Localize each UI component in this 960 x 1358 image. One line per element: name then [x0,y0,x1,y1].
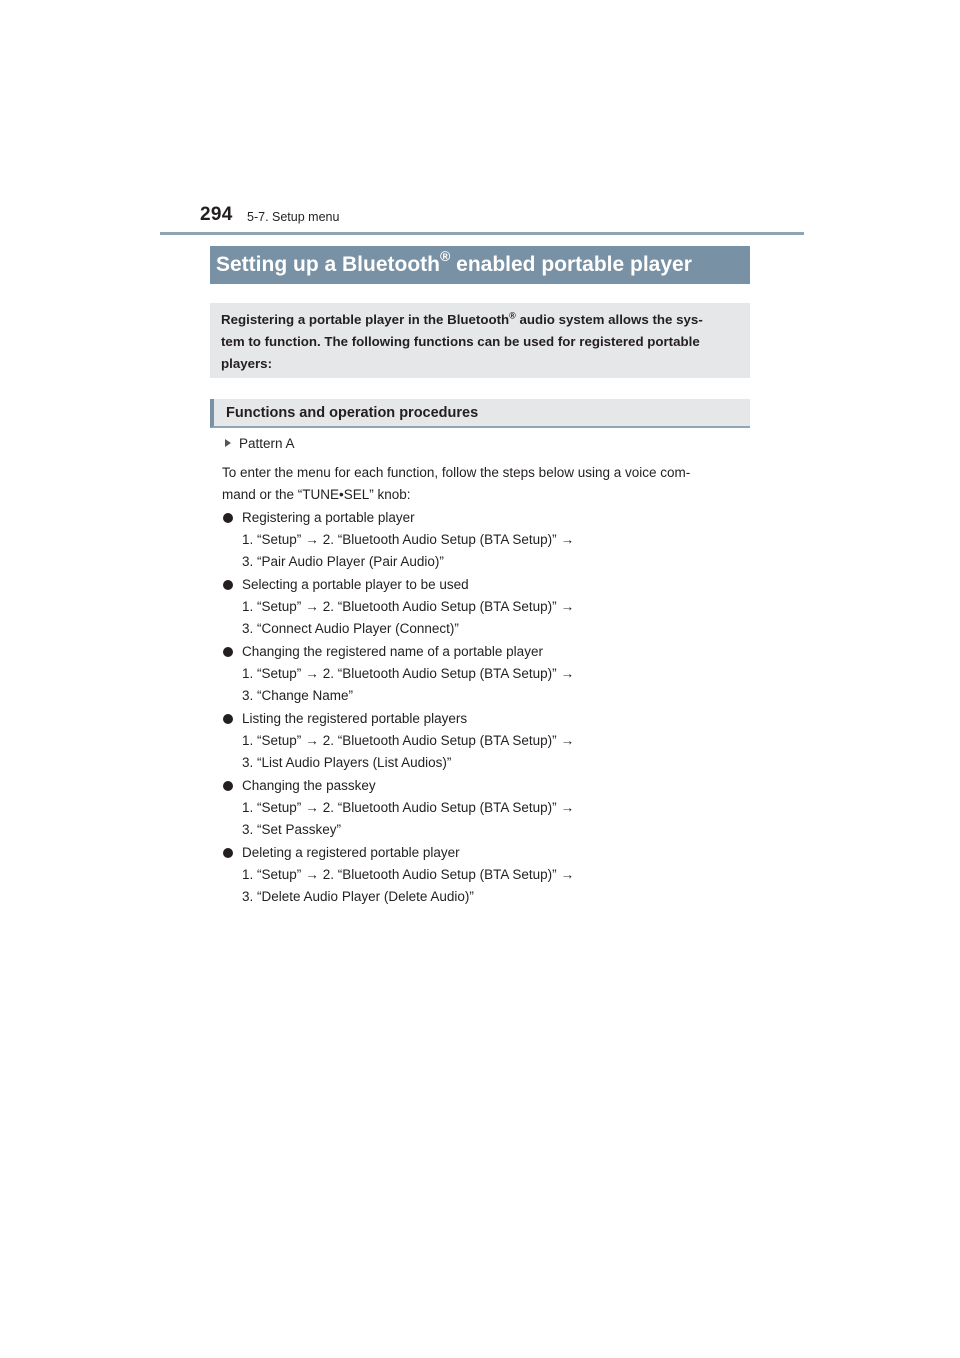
item-steps [242,797,750,819]
list-item [222,842,750,908]
item-title: Registering a portable player [242,510,415,525]
item-step-1: 1. “Setup” [242,800,302,815]
bullet-icon [223,781,233,791]
section-label: 5-7. Setup menu [247,210,340,224]
item-steps [242,596,750,618]
item-steps [242,730,750,752]
item-step-3: 3. “Change Name” [242,688,354,703]
intro-line-3: players: [221,356,272,371]
item-step-3: 3. “Set Passkey” [242,822,342,837]
arrow-right-icon: → [305,733,319,748]
instruction-line-1: To enter the menu for each function, follow the steps below using a voice com- [222,465,691,480]
item-title: Listing the registered portable players [242,711,468,726]
triangle-right-icon [225,439,231,447]
section-subheading: Functions and operation procedures [210,399,750,428]
item-step-2: 2. “Bluetooth Audio Setup (BTA Setup)” [322,867,557,882]
instruction-text [222,462,750,506]
arrow-right-icon: → [305,532,319,547]
arrow-right-icon: → [305,599,319,614]
item-step-2: 2. “Bluetooth Audio Setup (BTA Setup)” [322,733,557,748]
item-step-3: 3. “List Audio Players (List Audios)” [242,755,452,770]
list-item [222,641,750,707]
page-header [200,204,804,234]
item-step-1: 1. “Setup” [242,532,302,547]
bullet-icon [223,714,233,724]
pattern-text: Pattern A [239,436,295,451]
arrow-right-icon: → [560,666,575,681]
bullet-icon [223,848,233,858]
item-step-3: 3. “Delete Audio Player (Delete Audio)” [242,889,474,904]
instruction-line-2: mand or the “TUNE•SEL” knob: [222,487,411,502]
item-step-1: 1. “Setup” [242,733,302,748]
item-title: Changing the passkey [242,778,376,793]
intro-part-2: audio system allows the sys- [515,312,703,327]
arrow-right-icon: → [560,867,575,882]
item-step-1: 1. “Setup” [242,599,302,614]
item-step-2: 2. “Bluetooth Audio Setup (BTA Setup)” [322,800,557,815]
header-rule [160,232,804,235]
list-item [222,775,750,841]
intro-line-2: tem to function. The following functions can be used for registered portable [221,334,700,349]
intro-line-1 [221,309,739,331]
list-item [222,574,750,640]
list-item [222,507,750,573]
item-steps [242,864,750,886]
title-text: Setting up a Bluetooth [216,253,440,276]
item-step-3: 3. “Pair Audio Player (Pair Audio)” [242,554,444,569]
item-step-2: 2. “Bluetooth Audio Setup (BTA Setup)” [322,532,557,547]
arrow-right-icon: → [560,733,575,748]
pattern-label [225,436,295,451]
title-rest: enabled portable player [450,253,692,276]
bullet-icon [223,513,233,523]
item-step-2: 2. “Bluetooth Audio Setup (BTA Setup)” [322,599,557,614]
intro-box [210,303,750,378]
intro-registered-mark: ® [509,310,516,321]
page-title [210,246,750,284]
item-step-1: 1. “Setup” [242,867,302,882]
page-number: 294 [200,204,233,225]
intro-part-1: Registering a portable player in the Bluetooth [221,312,510,327]
item-title: Deleting a registered portable player [242,845,460,860]
item-steps [242,529,750,551]
arrow-right-icon: → [560,532,575,547]
item-title: Changing the registered name of a portable player [242,644,543,659]
bullet-icon [223,647,233,657]
item-step-3: 3. “Connect Audio Player (Connect)” [242,621,459,636]
item-steps [242,663,750,685]
bullet-icon [223,580,233,590]
title-registered-mark: ® [439,248,451,264]
item-title: Selecting a portable player to be used [242,577,469,592]
item-step-1: 1. “Setup” [242,666,302,681]
arrow-right-icon: → [560,599,575,614]
item-step-2: 2. “Bluetooth Audio Setup (BTA Setup)” [322,666,557,681]
arrow-right-icon: → [305,800,319,815]
arrow-right-icon: → [305,666,319,681]
list-item [222,708,750,774]
function-list [222,507,750,909]
arrow-right-icon: → [560,800,575,815]
arrow-right-icon: → [305,867,319,882]
